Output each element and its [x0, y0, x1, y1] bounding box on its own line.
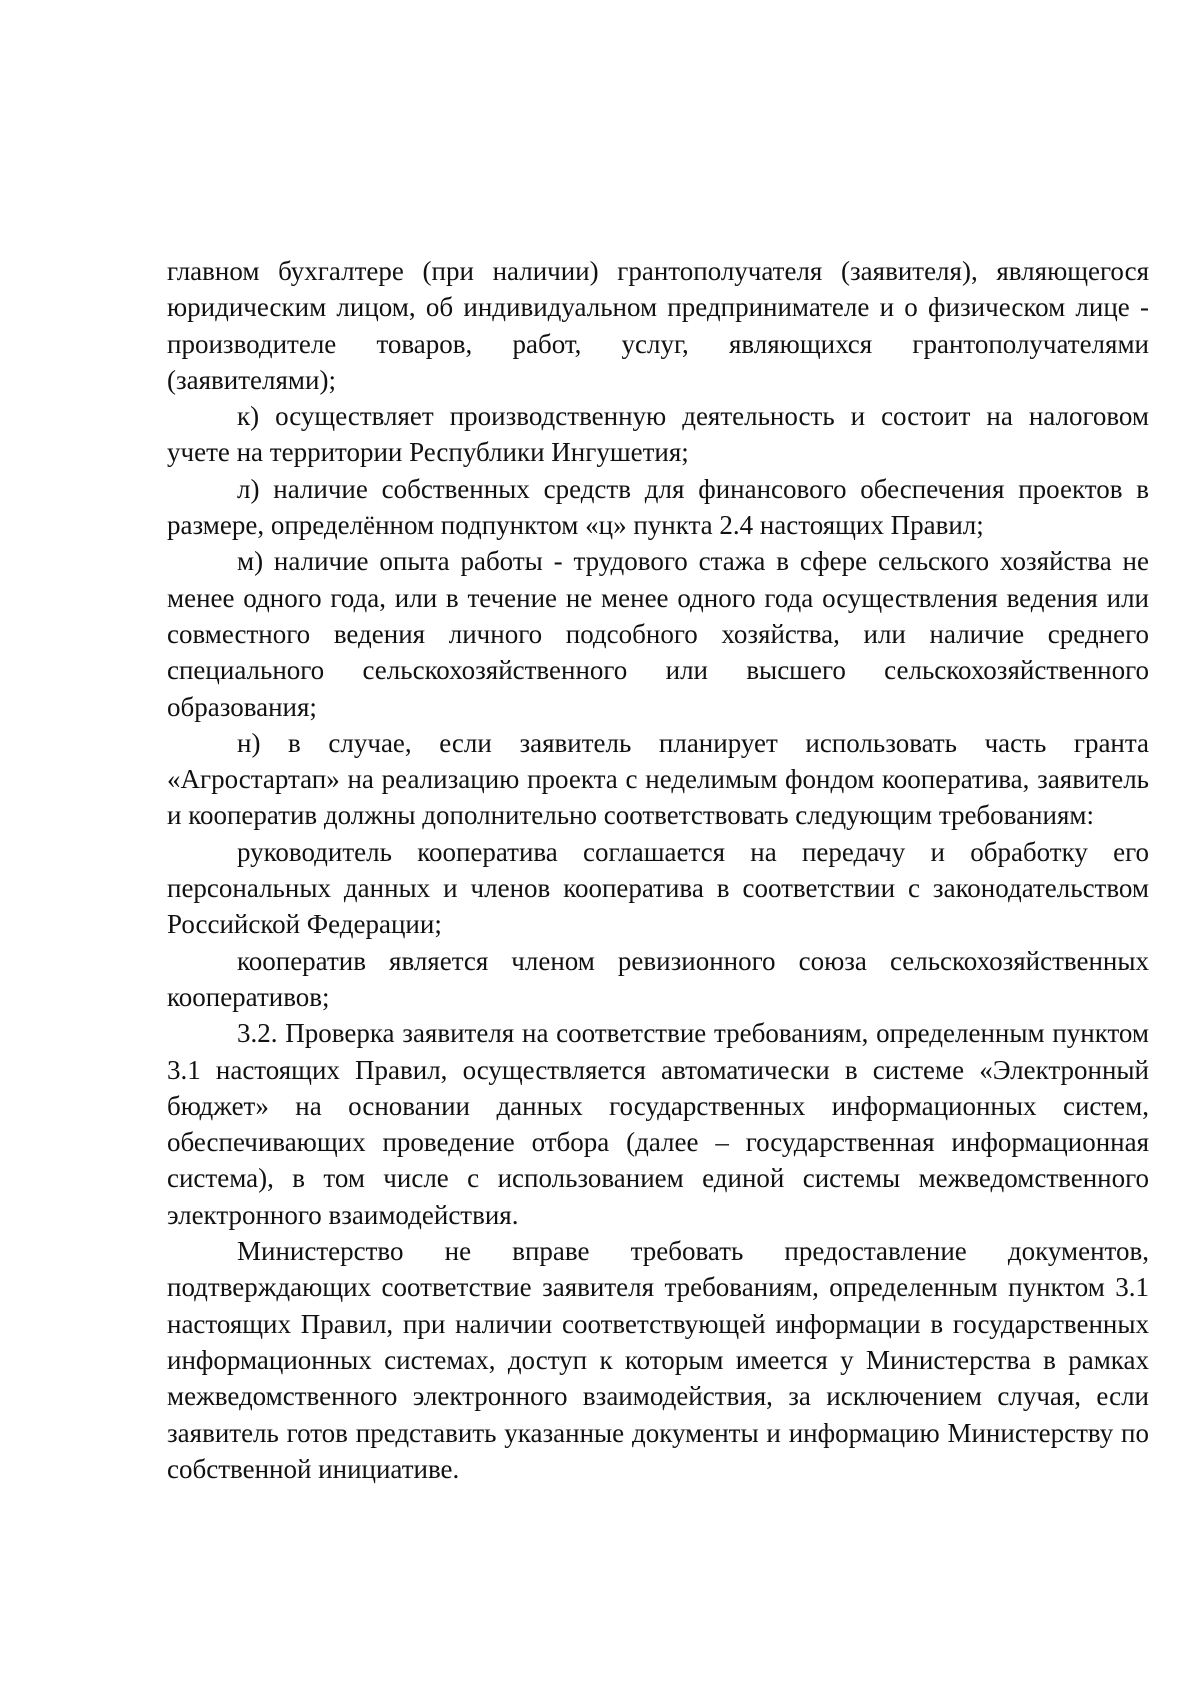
paragraph-section-3-2: 3.2. Проверка заявителя на соответствие требованиям, определенным пунктом 3.1 настоящих Правил, осуществляется автоматически в системе «Электронный бюджет» на основании данных государственных информационных систем, обеспечивающих проведение отбора (далее – государственная информационная система), в том числе с использованием единой системы межведомственного электронного взаимодействия. — [167, 1018, 1149, 1230]
paragraph-cooperative-head: руководитель кооператива соглашается на передачу и обработку его персональных данных и членов кооператива в соответствии с законодательством Российской Федерации; — [167, 836, 1149, 940]
paragraph-cooperative-union: кооператив является членом ревизионного союза сельскохозяйственных кооперативов; — [167, 945, 1149, 1012]
paragraph-item-n: н) в случае, если заявитель планирует использовать часть гранта «Агростартап» на реализацию проекта с неделимым фондом кооператива, заявитель и кооператив должны дополнительно соответствовать следующим требованиям: — [167, 727, 1149, 831]
paragraph-item-m: м) наличие опыта работы - трудового стажа в сфере сельского хозяйства не менее одного года, или в течение не менее одного года осуществления ведения или совместного ведения личного подсобного хозяйства, или наличие среднего специального сельскохозяйственного или высшего сельскохозяйственного образования; — [167, 546, 1149, 722]
paragraph-item-k: к) осуществляет производственную деятельность и состоит на налоговом учете на территории Республики Ингушетия; — [167, 401, 1149, 468]
document-body — [167, 253, 1149, 1487]
paragraph-item-l: л) наличие собственных средств для финансового обеспечения проектов в размере, определённом подпунктом «ц» пункта 2.4 настоящих Правил; — [167, 473, 1149, 541]
paragraph-ministry: Министерство не вправе требовать предоставление документов, подтверждающих соответствие заявителя требованиям, определенным пунктом 3.1 настоящих Правил, при наличии соответствующей информации в государственных информационных системах, доступ к которым имеется у Министерства в рамках межведомственного электронного взаимодействия, за исключением случая, если заявитель готов представить указанные документы и информацию Министерству по собственной инициативе. — [167, 1236, 1149, 1484]
paragraph-continuation: главном бухгалтере (при наличии) грантополучателя (заявителя), являющегося юридическим лицом, об индивидуальном предпринимателе и о физическом лице - производителе товаров, работ, услуг, являющихся грантополучателями (заявителями); — [167, 256, 1149, 395]
